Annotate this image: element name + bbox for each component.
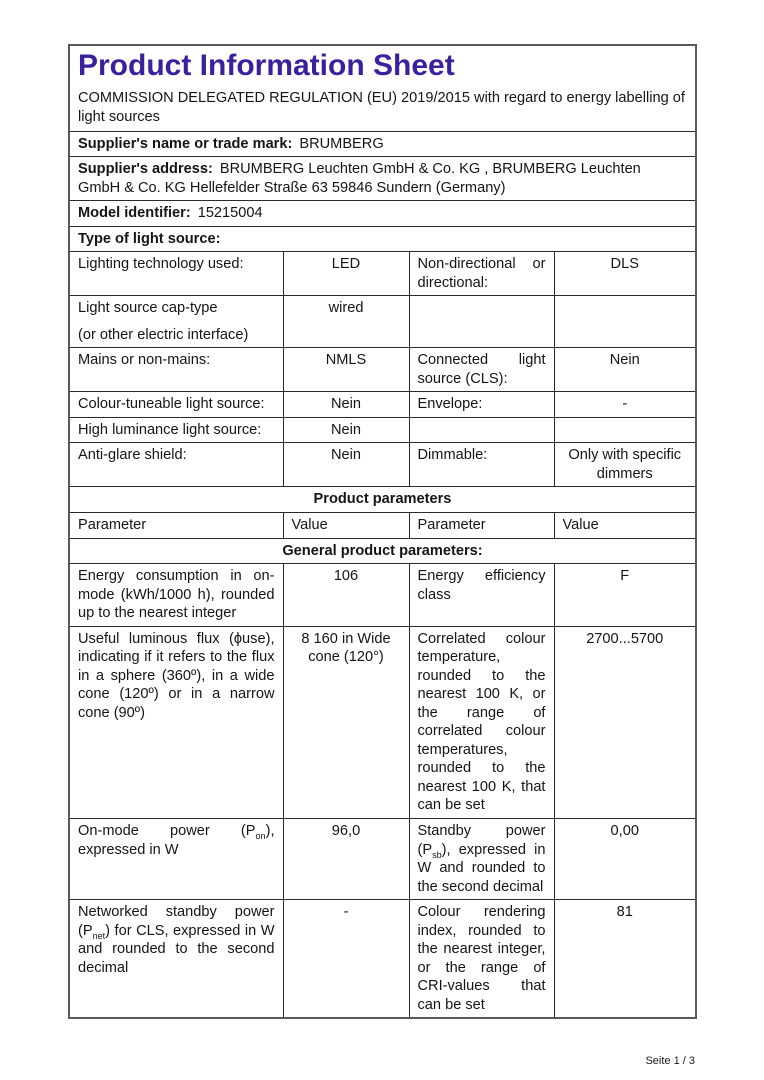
param-label: Colour rendering index, rounded to the nearest integer, or the range of CRI-values that can be set [409,900,554,1019]
table-row [69,443,696,487]
param-label [409,417,554,443]
param-label: Networked standby power $(P_{net})$ for CLS, expressed in W and rounded to the second decimal [69,900,283,1019]
table-row [69,417,696,443]
page-number: Seite 1 / 3 [645,1055,695,1068]
param-label: Standby power $(P_{sb})$, expressed in W and rounded to the second decimal [409,818,554,899]
model-identifier-label: Model identifier: [78,205,191,222]
product-information-sheet [68,44,695,1067]
model-identifier-value: 15215004 [197,205,263,222]
param-label: Mains or non-mains: [69,348,283,392]
param-value: 81 [554,900,696,1019]
column-header-row [69,513,696,539]
param-label: Dimmable: [409,443,554,487]
table-row [69,348,696,392]
page-title: Product Information Sheet [78,49,455,82]
param-label: Colour-tuneable light source: [69,392,283,418]
model-identifier-cell [69,201,696,227]
supplier-name-row [69,131,696,157]
param-value: F [554,564,696,627]
param-label: Energy consumption in on-mode (kWh/1000 h), rounded up to the nearest integer [69,564,283,627]
param-value: DLS [554,252,696,296]
param-value: 8 160 in Wide cone (120°) [283,626,409,818]
param-label: On-mode power $(P_{on})$, expressed in W [69,818,283,899]
supplier-address-label: Supplier's address: [78,161,213,178]
param-value: 106 [283,564,409,627]
supplier-address-value: BRUMBERG Leuchten GmbH & Co. KG , BRUMBERG Leuchten GmbH & Co. KG Hellefelder Straße 63 59846 Sundern (Germany) [78,161,641,196]
param-label: Anti-glare shield: [69,443,283,487]
type-section-header-row [69,226,696,252]
param-value: wired [283,296,409,348]
param-value: - [554,392,696,418]
param-value: 96,0 [283,818,409,899]
param-label: Useful luminous flux (ϕuse), indicating if it refers to the flux in a sphere (360º), in a wide cone (120º) or in a narrow cone (90º) [69,626,283,818]
cap-type-line1: Light source cap-type [78,300,218,317]
supplier-name-label: Supplier's name or trade mark: [78,135,293,152]
param-label [409,296,554,348]
subscript: on [255,830,266,841]
info-table [68,44,697,1019]
param-label: Correlated colour temperature, rounded to the nearest 100 K, or the range of correlated colour temperatures, rounded to the nearest 100 K, that can be set [409,626,554,818]
column-header: Value [554,513,696,539]
supplier-address-row [69,157,696,201]
table-row [69,296,696,348]
param-value: Nein [283,417,409,443]
param-label: High luminance light source: [69,417,283,443]
param-label: Connected light source (CLS): [409,348,554,392]
title-cell [69,45,696,131]
param-label: Non-directional or directional: [409,252,554,296]
param-value: 2700...5700 [554,626,696,818]
param-label: Energy efficiency class [409,564,554,627]
param-value [554,417,696,443]
param-value: - [283,900,409,1019]
product-parameters-header-row [69,487,696,513]
column-header: Parameter [69,513,283,539]
supplier-name-cell [69,131,696,157]
param-value: Nein [283,392,409,418]
param-label: Envelope: [409,392,554,418]
table-row [69,626,696,818]
title-row [69,45,696,131]
param-value: Nein [554,348,696,392]
table-row [69,564,696,627]
param-value: Nein [283,443,409,487]
column-header: Value [283,513,409,539]
column-header: Parameter [409,513,554,539]
table-row [69,900,696,1019]
param-value: Only with specific dimmers [554,443,696,487]
param-value: NMLS [283,348,409,392]
product-parameters-header: Product parameters [69,487,696,513]
supplier-address-cell [69,157,696,201]
table-row [69,392,696,418]
model-identifier-row [69,201,696,227]
supplier-name-value: BRUMBERG [299,135,384,152]
general-parameters-header-row [69,538,696,564]
subscript: net [92,930,106,941]
type-section-header: Type of light source: [69,226,696,252]
param-label: Lighting technology used: [69,252,283,296]
cap-type-line2: (or other electric interface) [78,326,249,343]
general-parameters-header: General product parameters: [69,538,696,564]
param-value: 0,00 [554,818,696,899]
regulation-text: COMMISSION DELEGATED REGULATION (EU) 2019/2015 with regard to energy labelling of light sources [78,90,685,126]
param-value: LED [283,252,409,296]
param-value [554,296,696,348]
subscript: sb [432,849,442,860]
table-row [69,252,696,296]
param-label [69,296,283,348]
table-row [69,818,696,899]
